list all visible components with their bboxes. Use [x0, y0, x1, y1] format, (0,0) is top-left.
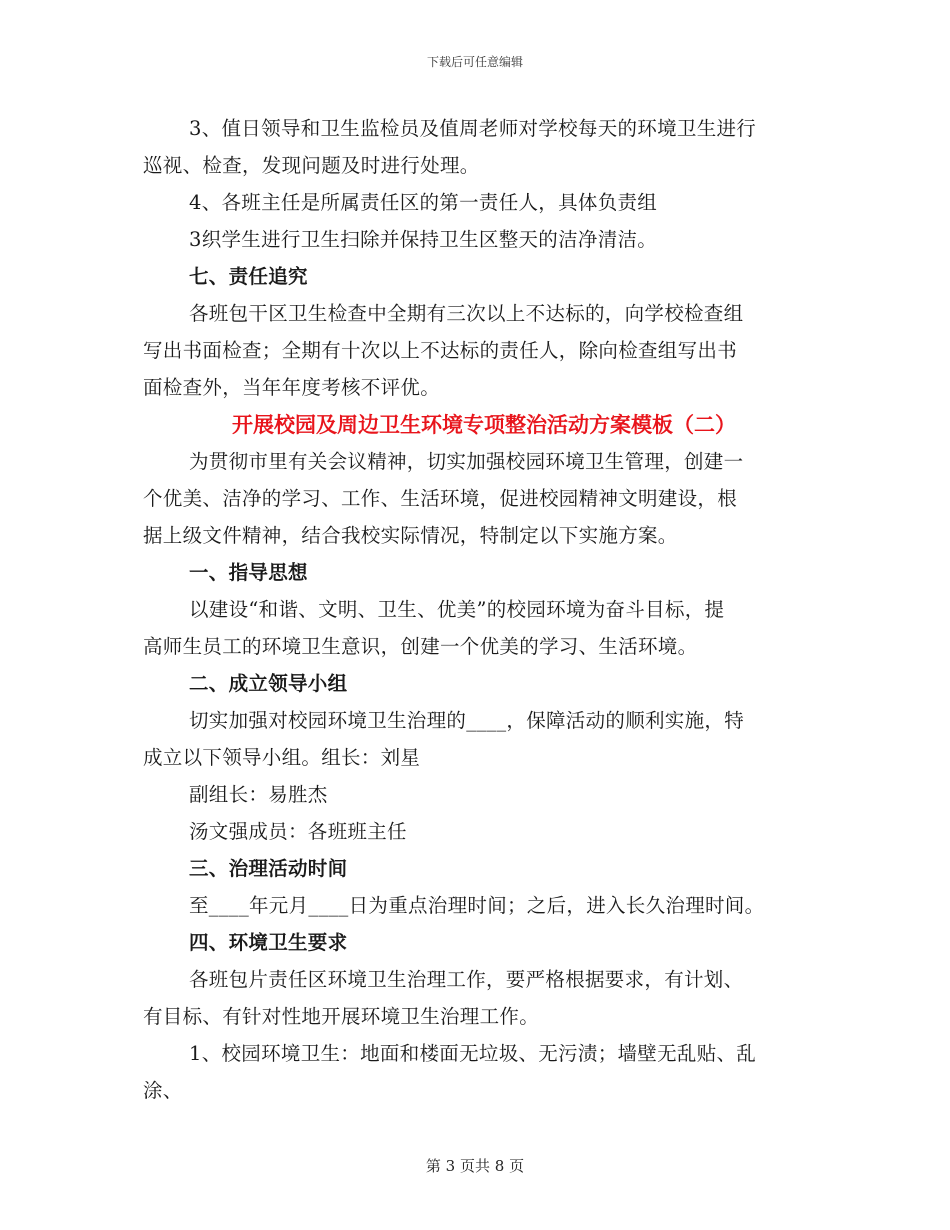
page-header: 下载后可任意编辑 — [426, 55, 523, 69]
paragraph-line: 副组长：易胜杰 — [189, 783, 328, 806]
paragraph-line: 个优美、洁净的学习、工作、生活环境，促进校园精神文明建设，根 — [143, 487, 738, 510]
paragraph-line: 汤文强成员：各班班主任 — [189, 820, 407, 843]
paragraph-line: 3织学生进行卫生扫除并保持卫生区整天的洁净清洁。 — [189, 228, 658, 251]
paragraph-line: 据上级文件精神，结合我校实际情况，特制定以下实施方案。 — [143, 524, 678, 547]
paragraph-line: 以建设“和谐、文明、卫生、优美”的校园环境为奋斗目标，提 — [189, 598, 725, 621]
paragraph-line: 巡视、检查，发现问题及时进行处理。 — [143, 154, 480, 177]
paragraph-line: 3、值日领导和卫生监检员及值周老师对学校每天的环境卫生进行 — [189, 117, 757, 140]
paragraph-line: 切实加强对校园环境卫生治理的____，保障活动的顺利实施，特 — [189, 709, 744, 732]
section-heading: 七、责任追究 — [189, 265, 308, 288]
paragraph-line: 面检查外，当年年度考核不评优。 — [143, 376, 441, 399]
paragraph-line: 各班包干区卫生检查中全期有三次以上不达标的，向学校检查组 — [189, 302, 744, 325]
paragraph-line: 成立以下领导小组。组长：刘星 — [143, 746, 421, 769]
section-heading: 一、指导思想 — [189, 561, 308, 584]
paragraph-line: 1、校园环境卫生：地面和楼面无垃圾、无污渍；墙壁无乱贴、乱 — [189, 1042, 757, 1065]
paragraph-line: 写出书面检查；全期有十次以上不达标的责任人，除向检查组写出书 — [143, 339, 738, 362]
paragraph-line: 至____年元月____日为重点治理时间；之后，进入长久治理时间。 — [189, 894, 765, 917]
section-heading: 四、环境卫生要求 — [189, 931, 348, 954]
paragraph-line: 为贯彻市里有关会议精神，切实加强校园环境卫生管理，创建一 — [189, 450, 744, 473]
paragraph-line: 有目标、有针对性地开展环境卫生治理工作。 — [143, 1005, 540, 1028]
section-heading: 三、治理活动时间 — [189, 857, 348, 880]
section-heading: 二、成立领导小组 — [189, 672, 348, 695]
document-body — [143, 110, 811, 1109]
paragraph-line: 4、各班主任是所属责任区的第一责任人，具体负责组 — [189, 191, 658, 214]
paragraph-line: 各班包片责任区环境卫生治理工作，要严格根据要求，有计划、 — [189, 968, 744, 991]
paragraph-line: 高师生员工的环境卫生意识，创建一个优美的学习、生活环境。 — [143, 635, 698, 658]
paragraph-line: 涂、 — [143, 1079, 183, 1102]
page-footer: 第 3 页共 8 页 — [425, 1157, 525, 1175]
document-title: 开展校园及周边卫生环境专项整治活动方案模板（二） — [232, 412, 736, 437]
